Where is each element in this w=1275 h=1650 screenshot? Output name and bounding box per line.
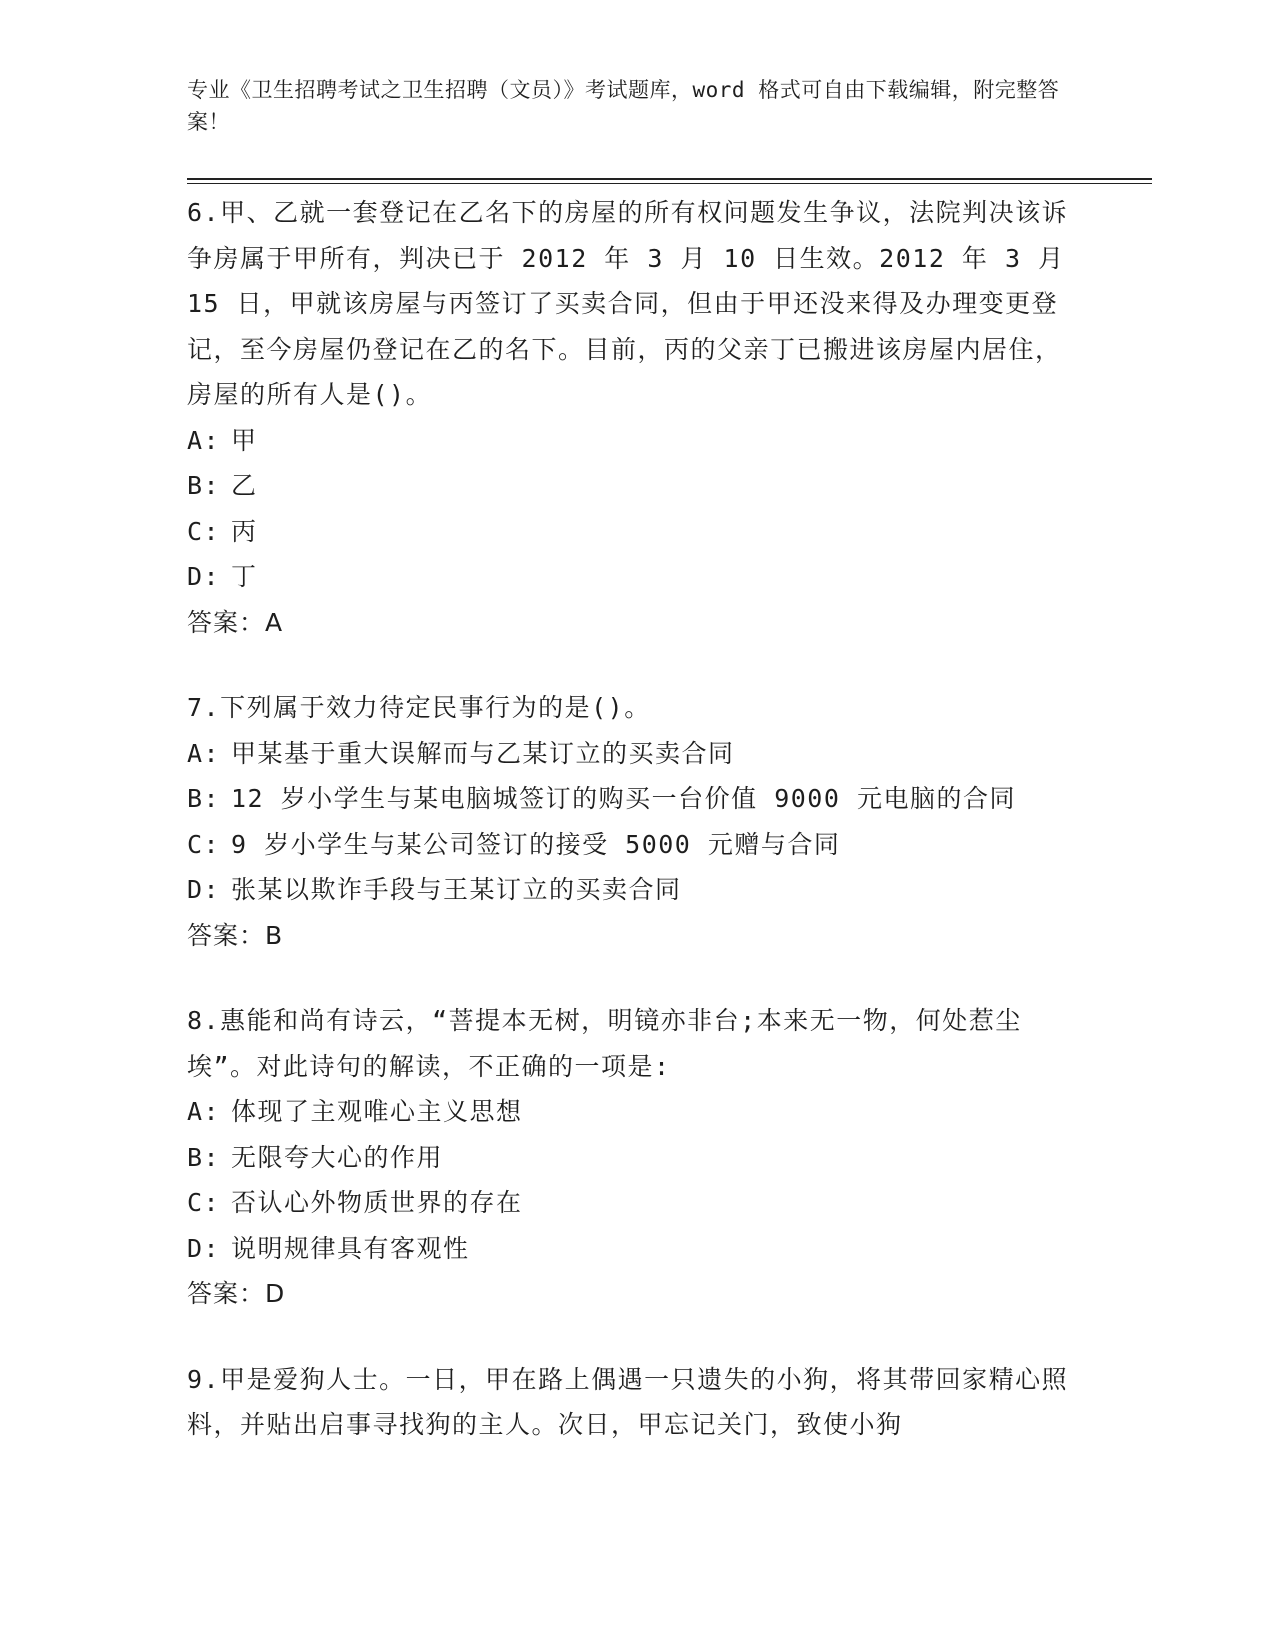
option-a [187,731,1087,777]
option-text: 9 岁小学生与某公司签订的接受 5000 元赠与合同 [231,829,841,859]
question-text: 8.惠能和尚有诗云，“菩提本无树，明镜亦非台;本来无一物，何处惹尘埃”。对此诗句的解读，不正确的一项是: [187,1006,1022,1081]
option-text: 无限夸大心的作用 [231,1142,444,1172]
option-letter: C: [187,1188,221,1217]
option-d [187,554,1087,600]
option-text: 甲 [231,425,258,455]
option-c [187,1180,1087,1226]
option-a [187,418,1087,464]
option-letter: D: [187,875,221,904]
option-text: 甲某基于重大误解而与乙某订立的买卖合同 [231,738,735,768]
option-text: 乙 [231,471,258,500]
option-letter: A: [187,425,221,455]
option-letter: D: [187,562,221,591]
answer: 答案：D [187,1279,286,1308]
question-7 [187,685,1087,958]
question-text: 9.甲是爱狗人士。一日，甲在路上偶遇一只遗失的小狗，将其带回家精心照料，并贴出启事寻找狗的主人。次日，甲忘记关门，致使小狗 [187,1364,1069,1439]
question-8 [187,998,1087,1317]
option-letter: B: [187,471,221,500]
document-header: 专业《卫生招聘考试之卫生招聘（文员）》考试题库，word 格式可自由下载编辑，附完整答案！ [187,78,1060,134]
option-text: 体现了主观唯心主义思想 [231,1097,523,1126]
answer: 答案：A [187,607,284,637]
option-c [187,822,1087,868]
option-text: 否认心外物质世界的存在 [231,1188,523,1217]
option-b [187,463,1087,509]
option-letter: B: [187,1142,221,1172]
option-text: 说明规律具有客观性 [231,1233,470,1263]
header-divider-thin [187,183,1152,184]
option-letter: A: [187,1097,221,1126]
option-b [187,1135,1087,1181]
option-text: 丁 [231,562,258,591]
header-divider [187,178,1152,180]
answer: 答案：B [187,920,284,950]
option-text: 12 岁小学生与某电脑城签订的购买一台价值 9000 元电脑的合同 [231,784,1016,813]
option-text: 丙 [231,516,258,546]
question-text: 6.甲、乙就一套登记在乙名下的房屋的所有权问题发生争议，法院判决该诉争房属于甲所有，判决已于 2012 年 3 月 10 日生效。2012 年 3 月 15 日，甲就该房屋与丙签订了买卖合同，但由于甲还没来得及办理变更登记，至今房屋仍登记在乙的名下。目前，丙的父亲丁已搬进该房屋内居住，房屋的所有人是()。 [187,198,1069,409]
option-b [187,776,1087,822]
question-text: 7.下列属于效力待定民事行为的是()。 [187,693,651,722]
option-c [187,509,1087,555]
option-letter: B: [187,784,221,813]
option-letter: D: [187,1233,221,1263]
question-9 [187,1357,1087,1448]
option-a [187,1089,1087,1135]
option-letter: C: [187,829,221,859]
question-list [187,190,1087,1488]
question-6 [187,190,1087,645]
option-d [187,867,1087,913]
option-letter: C: [187,516,221,546]
option-text: 张某以欺诈手段与王某订立的买卖合同 [231,875,682,904]
option-d [187,1226,1087,1272]
option-letter: A: [187,738,221,768]
